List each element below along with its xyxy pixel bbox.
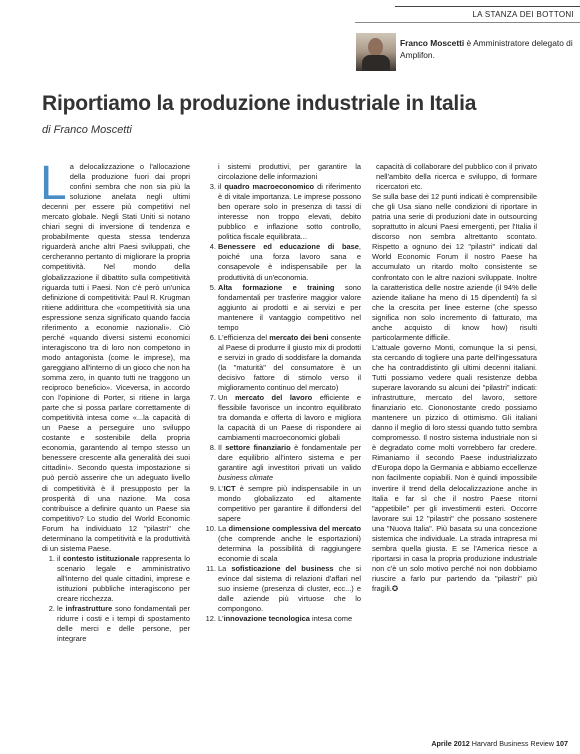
author-body-shape: [362, 55, 390, 71]
author-photo: [356, 33, 396, 71]
end-mark-icon: ✪: [391, 583, 399, 593]
header-rule: [355, 22, 580, 23]
intro-paragraph: [40, 157, 190, 554]
pillar-item: 2. le infrastrutture sono fondamentali per ridurre i costi e i tempi di spostamento delle merci e delle persone, per integrare: [57, 604, 190, 644]
pillar-12-continued: capacità di collaborare del pubblico con il privato nell'ambito della ricerca e sviluppo, di formare ricercatori etc.: [376, 162, 537, 192]
rubric-rule: [395, 6, 580, 7]
author-bio-text: è Amministratore delegato di Amplifon.: [400, 38, 573, 60]
pillar-item: 5. Alta formazione e training sono fondamentali per trasferire maggior valore aggiunto ai prodotti e ai servizi e per mantenere il vantaggio competitivo nel tempo: [218, 283, 361, 333]
magazine-name: Harvard Business Review: [471, 739, 554, 748]
page-number: 107: [556, 739, 568, 748]
page-footer: [431, 739, 568, 748]
pillar-item: 9. L'ICT è sempre più indispensabile in un mondo globalizzato ed altamente competitivo per garantire il diffondersi del sapere: [218, 484, 361, 524]
article-byline: di Franco Moscetti: [42, 124, 132, 136]
author-head-shape: [368, 38, 383, 56]
pillars-list-part-2: [203, 182, 361, 624]
pillar-item: 3. il quadro macroeconomico di riferimento è di vitale importanza. Le imprese possono ben operare solo in presenza di tassi di interesse non troppo elevati, debito pubblico e inflazione sotto controllo, politica fiscale equilibrata...: [218, 182, 361, 242]
article-title: Riportiamo la produzione industriale in Italia: [42, 92, 477, 115]
pillar-item: 12. L'innovazione tecnologica intesa come: [218, 614, 361, 624]
pillar-item: 4. Benessere ed educazione di base, poiché una forza lavoro sana e consapevole è indispensabile per la produttività di un'economia.: [218, 242, 361, 282]
pillar-item: 1. il contesto istituzionale rappresenta lo scenario legale e amministrativo all'interno del quale cittadini, imprese e istituzioni pubbliche interagiscono per creare ricchezza.: [57, 554, 190, 604]
intro-text: a delocalizzazione o l'allocazione della produzione fuori dai propri confini sembra che non sia più la soluzione anelata negli ultimi decenni per essere più competitivi nel mercato globale. Negli Stati Uniti si notano chiari segni di inversione di tendenza e probabilmente questa stessa tendenza riguarderà anche altri Paesi sviluppati, che cercheranno pertanto di migliorare la propria competitività. Nel mondo della globalizzazione il dibattito sulla competitività riguarda tutti i Paesi. Non c'è però un'unica definizione di competitività: Paul R. Krugman ritiene addirittura che «competitività sia una espressione senza significato quando faccia riferimento a economie nazionali». Ciò perché «quando diversi sistemi economici interagiscono tra di loro non competono in modo antagonista (come le imprese), ma gareggiano all'interno di un gioco che non ha somma zero, in quanto tutti ne traggono un reciproco beneficio». Viceversa, in accordo con l'opinione di Porter, si ritiene in larga parte che si possa parlare correttamente di competitività intesa come «...la capacità di un Paese a perseguire uno sviluppo costante e sostenibile della propria economia, garantendo al tempo stesso un benessere crescente alla generalità dei suoi cittadini». Secondo questa impostazione si può perciò asserire che un adeguato livello di competitività è il presupposto per la prosperità di una nazione. Ma cosa contribuisce a definire quanto un Paese sia competitivo? Lo studio del World Economic Forum ha individuato 12 "pilastri" che determinano la competitività e la produttività di un sistema Paese.: [42, 162, 190, 553]
pillar-item-continued: i sistemi produttivi, per garantire la circolazione delle informazioni: [218, 162, 361, 182]
author-bio: [400, 37, 575, 61]
pillar-item: 7. Un mercato del lavoro efficiente e flessibile favorisce un incontro equilibrato tra domanda e offerta di lavoro e migliora la capacità di un Paese di rispondere ai cambiamenti macroeconomici globali: [218, 393, 361, 443]
pillars-list-part-1: [42, 554, 190, 644]
section-rubric: LA STANZA DEI BOTTONI: [472, 10, 574, 19]
column-3: [372, 162, 537, 594]
pillar-item: 8. Il settore finanziario è fondamentale per dare equilibrio all'intero sistema e per garantire agli investitori privati un valido business climate: [218, 443, 361, 483]
column-1: [40, 157, 190, 644]
issue-date: Aprile 2012: [431, 739, 470, 748]
pillar-item: 11. La sofisticazione del business che si evince dal sistema di relazioni d'affari nel suo insieme (presenza di cluster, ecc...) e dalle aziende più virtuose che lo compongono.: [218, 564, 361, 614]
drop-cap: L: [40, 157, 67, 210]
conclusion-paragraph: L'attuale governo Monti, comunque la si pensi, sta cercando di togliere una parte dell'ingessatura che ha contraddistinto gli ultimi decenni italiani. Tutti possiamo vedere quali resistenze debba superare lavorando su alcuni dei "pilastri" indicati: infrastrutture, mercato del lavoro, settore finanziario etc. Ciononostante credo possiamo mantenere un pizzico di ottimismo. Gli italiani danno il meglio di loro stessi quando tutto sembra compromesso. Il nostro sistema industriale non si è degradato come molti vorrebbero far credere. Rimaniamo il secondo Paese industrializzato d'Europa dopo la Germania e abbiamo eccellenze non facilmente copiabili. Non è quindi impossibile invertire il trend della delocalizzazione anche in Italia e far sì che il nostro Paese ritorni "appetibile" per gli investimenti esteri. Occorre lavorare sui 12 "pilastri" che possano sostenere una "Nuova Italia". Più basata su una concezione sistemica che individuale. La strada intrapresa mi sembra quella giusta. E se l'America riesce a riportarsi in casa la propria produzione industriale non c'è un solo motivo perché noi non dobbiamo riuscire a farlo pur partendo da "pilastri" più fragili.✪: [372, 342, 537, 593]
column-2: [203, 162, 361, 624]
author-name: Franco Moscetti: [400, 38, 465, 48]
italy-paragraph: Se sulla base dei 12 punti indicati è comprensibile che gli Usa siano nelle condizioni di riportare in patria una serie di produzioni date in outsourcing soprattutto in alcuni Paesi emergenti, per l'Italia il discorso non sembra altrettanto scontato. Rispetto a ognuno dei 12 "pilastri" indicati dal World Economic Forum il nostro Paese ha accumulato un ritardo molto consistente se confrontato con le altre nazioni sviluppate. Inoltre la caratteristica delle nostre aziende (il 94% delle aziende italiane ha meno di 15 dipendenti) fa sì che la crescita per linee esterne (che spesso significa non solo incremento di fatturato, ma anche acquisto di know how) risulti particolarmente difficile.: [372, 192, 537, 342]
pillar-item: 6. L'efficienza del mercato dei beni consente al Paese di produrre il giusto mix di prodotti e servizi in grado di soddisfare la domanda (la "maturità" del consumatore è un decisivo fattore di stimolo verso il miglioramento continuo del mercato): [218, 333, 361, 393]
pillar-item: 10. La dimensione complessiva del mercato (che comprende anche le esportazioni) determina la possibilità di raggiungere economie di scala: [218, 524, 361, 564]
